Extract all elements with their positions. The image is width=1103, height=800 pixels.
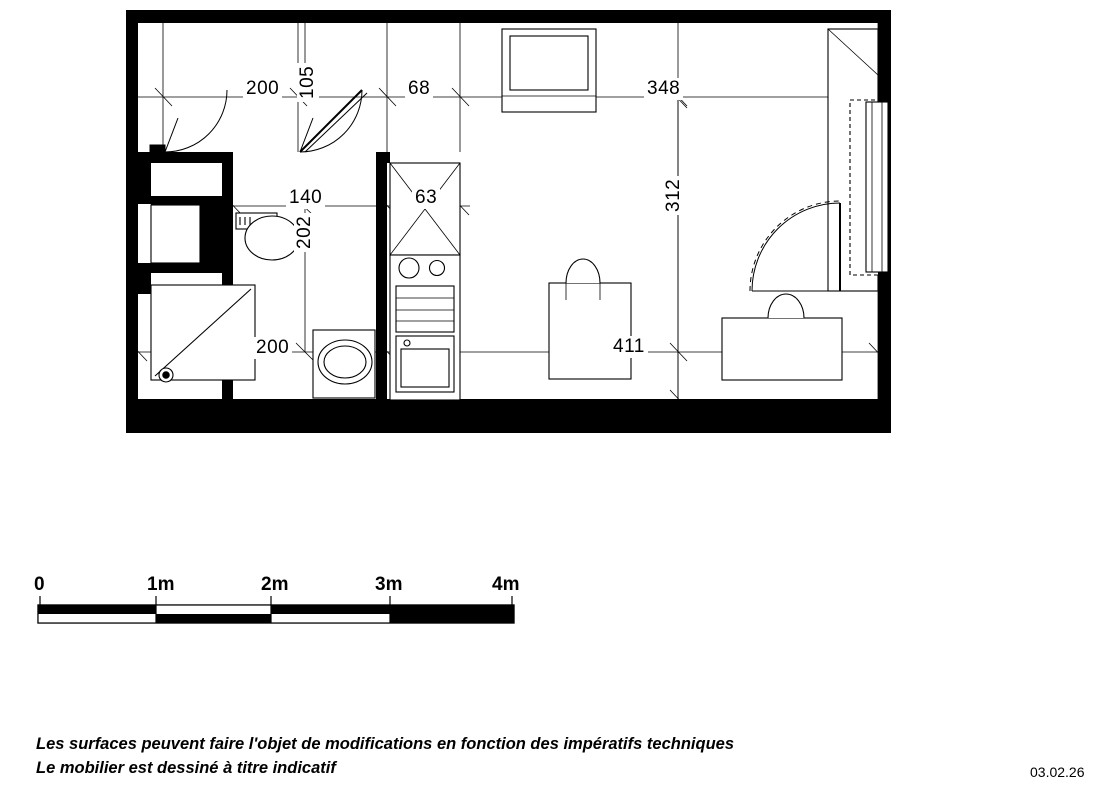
living-furniture [502,29,888,380]
footer-note-line-1: Les surfaces peuvent faire l'objet de modifications en fonction des impératifs techniques [36,735,734,753]
dimension-label-140: 140 [286,187,325,209]
dimension-label-105: 105 [297,63,319,102]
dimension-label-411: 411 [610,336,648,358]
dimension-label-63: 63 [412,187,440,209]
bathroom-fixtures [151,205,375,398]
dimension-label-348: 348 [644,78,683,100]
scale-label-4m: 4m [492,574,520,595]
dimension-label-312: 312 [663,176,685,215]
dimension-label-202: 202 [294,213,316,252]
footer-note-line-2: Le mobilier est dessiné à titre indicatif [36,759,336,777]
scale-label-1m: 1m [147,574,175,595]
footer-date: 03.02.26 [1030,764,1085,780]
dimension-label-200-top: 200 [243,78,282,100]
scale-label-0: 0 [34,574,45,595]
scale-label-3m: 3m [375,574,403,595]
dimension-label-68: 68 [405,78,433,100]
scale-label-2m: 2m [261,574,289,595]
dimension-label-200-bottom: 200 [253,337,292,359]
